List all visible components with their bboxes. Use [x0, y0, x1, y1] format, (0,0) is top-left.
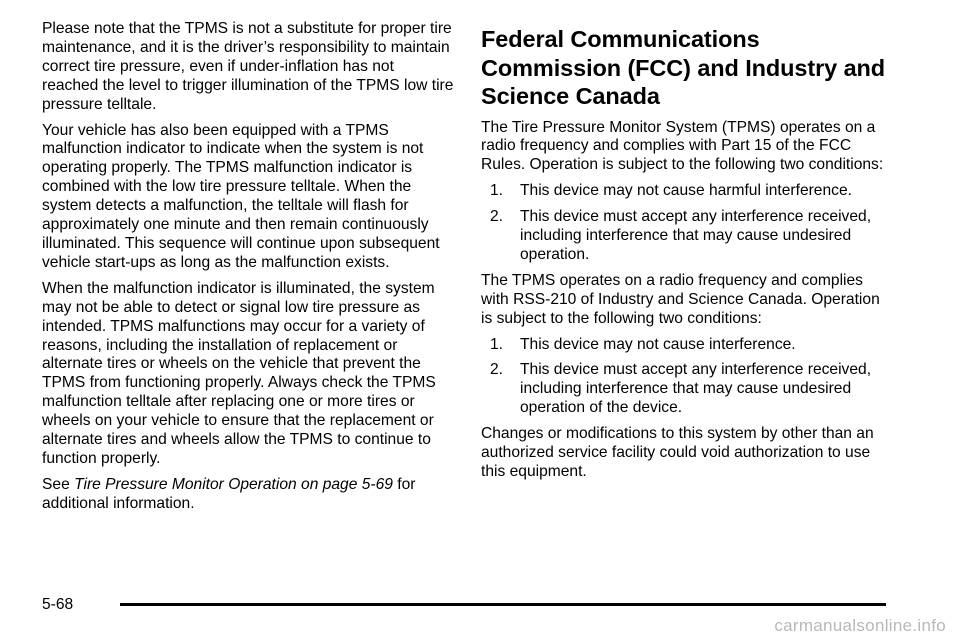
- list-item: 1. This device may not cause interference.: [490, 335, 796, 353]
- right-column: [481, 20, 886, 489]
- paragraph-malfunction-indicator: Your vehicle has also been equipped with a TPMS malfunction indicator to indicate when the system is not operating properly. The TPMS malfunction indicator is combined with the low tire pressure telltale. When the system detects a malfunction, the telltale will flash for approximately one minute and then remain continuously illuminated. This sequence will continue upon subsequent vehicle start-ups as long as the malfunction exists.: [42, 121, 440, 271]
- list-item: 1. This device may not cause harmful interference.: [490, 182, 852, 200]
- page-number: 5-68: [42, 596, 74, 613]
- ic-conditions-list: [481, 336, 886, 419]
- paragraph-fcc: The Tire Pressure Monitor System (TPMS) operates on a radio frequency and complies with Part 15 of the FCC Rules. Operation is subject to the following two conditions:: [481, 118, 884, 174]
- paragraph-malfunction-illuminated: When the malfunction indicator is illuminated, the system may not be able to detect or signal low tire pressure as intended. TPMS malfunctions may occur for a variety of reasons, including the installation of replacement or alternate tires or wheels on the vehicle that prevent the TPMS from functioning properly. Always check the TPMS malfunction telltale after replacing one or more tires or wheels on your vehicle to ensure that the replacement or alternate tires and wheels allow the TPMS to continue to function properly.: [42, 279, 436, 467]
- see-suffix: for additional information.: [42, 475, 416, 512]
- left-column: [42, 20, 454, 521]
- paragraph-see-reference: [42, 476, 454, 514]
- see-prefix: See: [42, 475, 75, 493]
- cross-reference-link[interactable]: Tire Pressure Monitor Operation on page 5-69: [74, 475, 393, 493]
- paragraph-modifications: Changes or modifications to this system by other than an authorized service facility could void authorization to use this equipment.: [481, 425, 874, 480]
- section-heading: Federal Communications Commission (FCC) and Industry and Science Canada: [481, 26, 886, 109]
- watermark-text: carmanualsonline.info: [774, 616, 946, 635]
- list-item: 2. This device must accept any interference received, including interference that may cause undesired operation.: [490, 208, 872, 263]
- paragraph-tpms-note: Please note that the TPMS is not a substitute for proper tire maintenance, and it is the driver’s responsibility to maintain correct tire pressure, even if under-inflation has not reached the level to trigger illumination of the TPMS low tire pressure telltale.: [42, 20, 454, 113]
- footer-divider: [120, 603, 886, 606]
- paragraph-rss210: The TPMS operates on a radio frequency and complies with RSS-210 of Industry and Science Canada. Operation is subject to the following two conditions:: [481, 271, 880, 327]
- fcc-conditions-list: [481, 182, 886, 265]
- list-item: 2. This device must accept any interference received, including interference that may cause undesired operation of the device.: [490, 361, 872, 417]
